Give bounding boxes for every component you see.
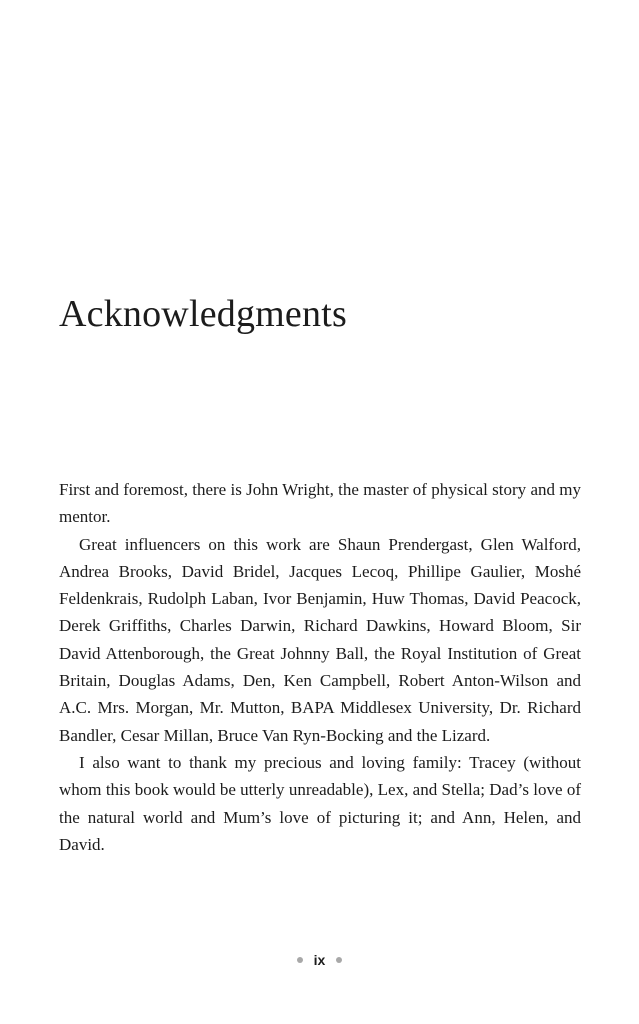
paragraph-mentor: First and foremost, there is John Wright, the master of physical story and my mentor. (59, 480, 581, 527)
bullet-right-icon (336, 957, 342, 963)
paragraph-family: I also want to thank my precious and loving family: Tracey (without whom this book would be utterly unreadable), Lex, and Stella; Dad’s love of the natural world and Mum’s love of picturing it; and Ann, Helen, and David. (59, 752, 581, 854)
page-title: Acknowledgments (59, 293, 347, 335)
paragraph-influencers: Great influencers on this work are Shaun Prendergast, Glen Walford, Andrea Brooks, David Bridel, Jacques Lecoq, Phillipe Gaulier, Moshé Feldenkrais, Rudolph Laban, Ivor Benjamin, Huw Thomas, David Peacock, Derek Griffiths, Charles Darwin, Richard Dawkins, Howard Bloom, Sir David Attenborough, the Great Johnny Ball, the Royal Institution of Great Britain, Douglas Adams, Den, Ken Campbell, Robert Anton-Wilson and A.C. Mrs. Morgan, Mr. Mutton, BAPA Middlesex University, Dr. Richard Bandler, Cesar Millan, Bruce Van Ryn-Bocking and the Lizard. (59, 534, 581, 745)
page-footer (0, 949, 639, 971)
page-number: ix (313, 952, 326, 968)
bullet-left-icon (297, 957, 303, 963)
acknowledgments-body (59, 476, 581, 858)
